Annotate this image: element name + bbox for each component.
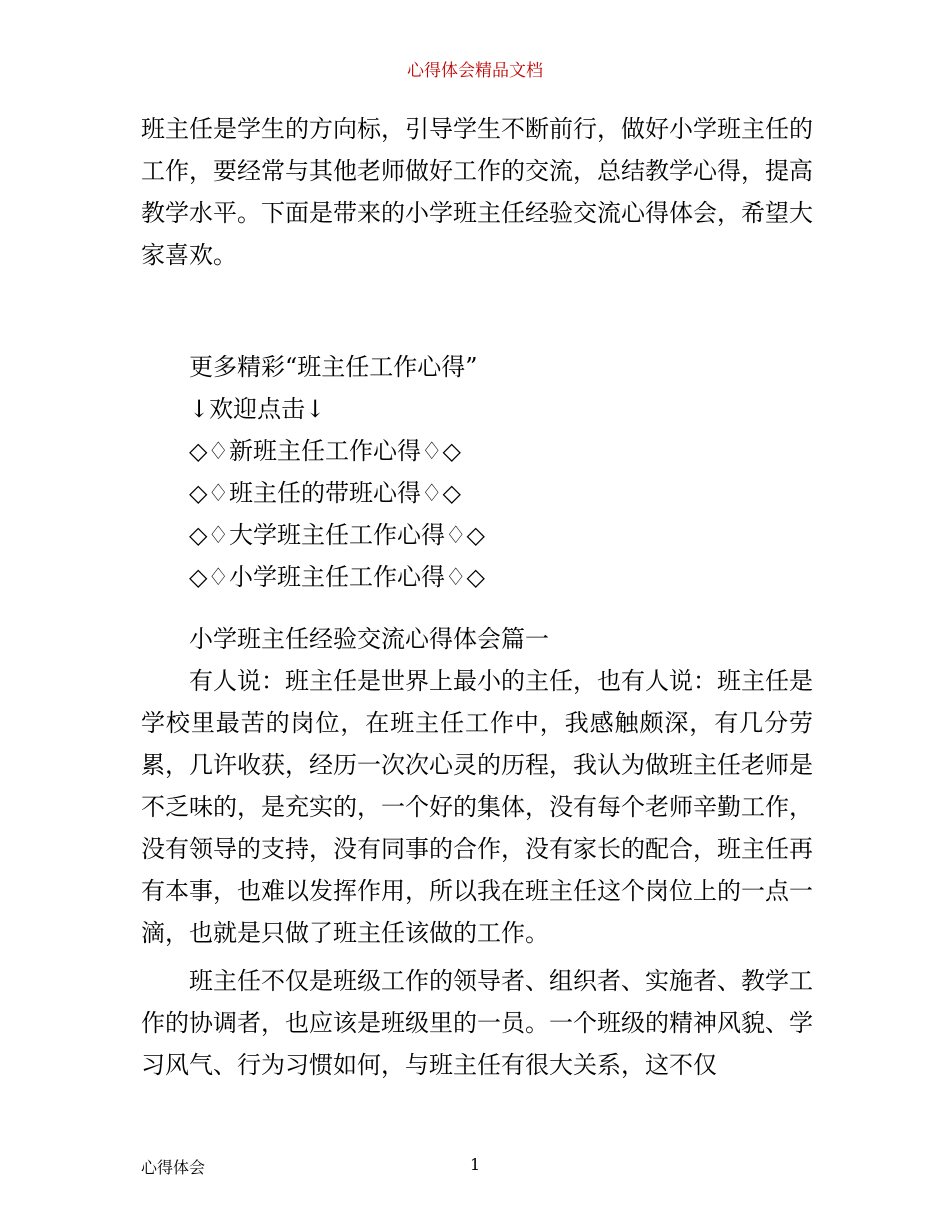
more-links-block <box>141 346 813 598</box>
body-paragraph: 有人说：班主任是世界上最小的主任，也有人说：班主任是学校里最苦的岗位，在班主任工作中，我感触颇深，有几分劳累，几许收获，经历一次次心灵的历程，我认为做班主任老师是不乏味的，是充实的，一个好的集体，没有每个老师辛勤工作，没有领导的支持，没有同事的合作，没有家长的配合，班主任再有本事，也难以发挥作用，所以我在班主任这个岗位上的一点一滴，也就是只做了班主任该做的工作。 <box>141 667 813 947</box>
document-body <box>141 108 813 1086</box>
footer-label: 心得体会 <box>141 1158 206 1177</box>
more-links-heading: 更多精彩“班主任工作心得” <box>189 353 478 381</box>
section-title: 小学班主任经验交流心得体会篇一 <box>189 625 549 653</box>
spacer <box>141 598 813 618</box>
page-header: 心得体会精品文档 <box>407 61 543 81</box>
body-paragraph: 班主任不仅是班级工作的领导者、组织者、实施者、教学工作的协调者，也应该是班级里的一员。一个班级的精神风貌、学习风气、行为习惯如何，与班主任有很大关系，这不仅 <box>141 967 813 1079</box>
link-class-leading[interactable]: ◇♢班主任的带班心得♢◇ <box>189 479 461 507</box>
intro-paragraph: 班主任是学生的方向标，引导学生不断前行，做好小学班主任的工作，要经常与其他老师做好工作的交流，总结教学心得，提高教学水平。下面是带来的小学班主任经验交流心得体会，希望大家喜欢。 <box>141 115 813 269</box>
page-number: 1 <box>470 1155 481 1174</box>
spacer <box>141 276 813 346</box>
link-primary-teacher[interactable]: ◇♢小学班主任工作心得♢◇ <box>189 563 485 591</box>
link-new-teacher[interactable]: ◇♢新班主任工作心得♢◇ <box>189 437 461 465</box>
link-university-teacher[interactable]: ◇♢大学班主任工作心得♢◇ <box>189 521 485 549</box>
more-links-prompt: ↓欢迎点击↓ <box>189 395 326 423</box>
page-footer <box>141 1155 813 1179</box>
